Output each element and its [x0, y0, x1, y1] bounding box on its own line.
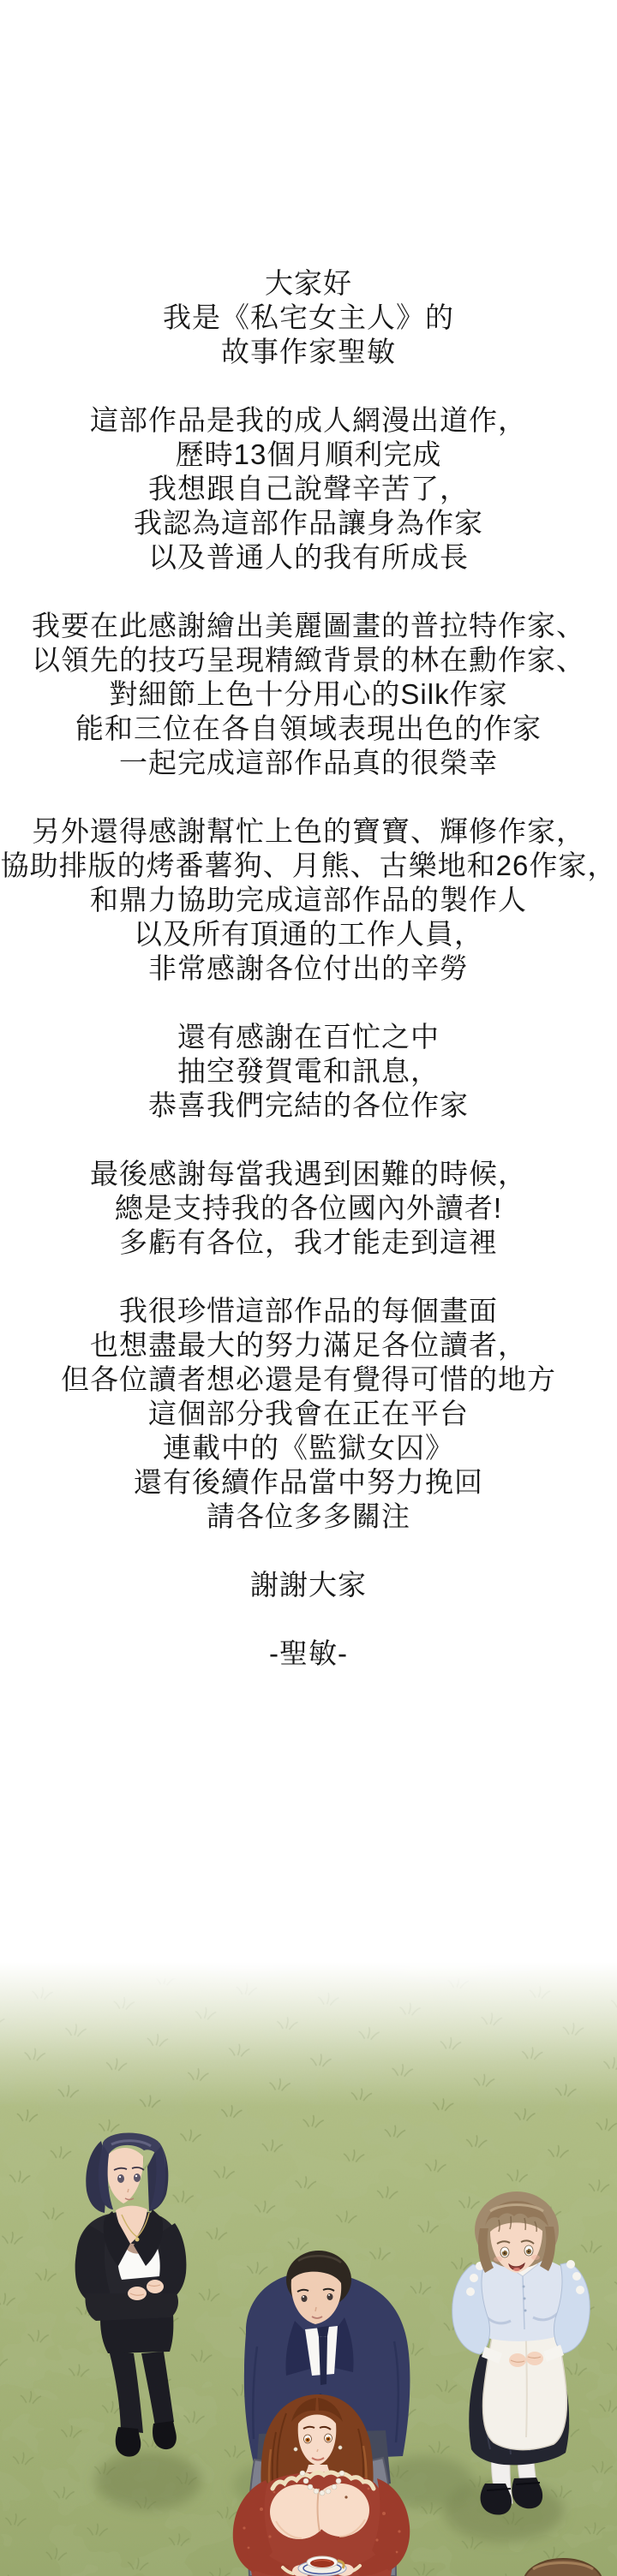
letter-line: 非常感謝各位付出的辛勞	[148, 952, 469, 984]
letter-line: 我要在此感謝繪出美麗圖畫的普拉特作家、	[32, 610, 585, 641]
white-fade	[0, 1884, 617, 2107]
letter-line: 連載中的《監獄女囚》	[163, 1432, 454, 1464]
letter-line: 還有後續作品當中努力挽回	[134, 1466, 483, 1498]
letter-paragraph	[0, 403, 617, 575]
letter-line: 請各位多多關注	[207, 1500, 410, 1532]
letter-line: 協助排版的烤番薯狗、月熊、古樂地和26作家，	[0, 850, 617, 881]
letter-paragraph	[0, 1294, 617, 1534]
letter-paragraph	[0, 1157, 617, 1260]
letter-closing	[0, 1568, 617, 1602]
letter-line: 另外還得感謝幫忙上色的寶寶、輝修作家，	[32, 815, 585, 847]
letter-line: 一起完成這部作品真的很榮幸	[119, 747, 498, 778]
letter-paragraph	[0, 266, 617, 369]
letter-line: 恭喜我們完結的各位作家	[148, 1089, 469, 1121]
letter-line: 我認為這部作品讓身為作家	[134, 507, 483, 539]
letter-line: 我想跟自己說聲辛苦了，	[148, 473, 469, 504]
letter-line: 以及普通人的我有所成長	[148, 541, 469, 573]
author-letter	[0, 266, 617, 1671]
letter-paragraph	[0, 1020, 617, 1123]
letter-line: 大家好	[265, 267, 352, 299]
letter-line: 這部作品是我的成人網漫出道作，	[90, 404, 527, 436]
letter-line: 多虧有各位，我才能走到這裡	[119, 1226, 498, 1258]
letter-line: 對細節上色十分用心的Silk作家	[109, 678, 508, 710]
letter-paragraph	[0, 609, 617, 780]
letter-line: 我是《私宅女主人》的	[163, 301, 454, 333]
letter-signature	[0, 1637, 617, 1671]
farewell-illustration	[0, 1884, 617, 2576]
letter-line: 以領先的技巧呈現精緻背景的林在勳作家、	[32, 644, 585, 676]
letter-line: 能和三位在各自領域表現出色的作家	[75, 713, 542, 744]
letter-line: 我很珍惜這部作品的每個畫面	[119, 1295, 498, 1327]
letter-line: 歷時13個月順利完成	[175, 438, 442, 470]
letter-line: 謝謝大家	[250, 1569, 367, 1601]
letter-line: -聖敏-	[269, 1637, 348, 1669]
letter-line: 以及所有頂通的工作人員，	[134, 918, 483, 950]
letter-line: 但各位讀者想必還是有覺得可惜的地方	[61, 1363, 556, 1395]
letter-line: 故事作家聖敏	[221, 336, 396, 367]
letter-line: 還有感謝在百忙之中	[177, 1021, 440, 1052]
illustration-svg	[0, 1884, 617, 2576]
letter-line: 最後感謝每當我遇到困難的時候，	[90, 1158, 527, 1190]
letter-line: 總是支持我的各位國內外讀者!	[114, 1192, 503, 1224]
letter-paragraph	[0, 814, 617, 986]
letter-line: 也想盡最大的努力滿足各位讀者，	[90, 1329, 527, 1361]
letter-line: 和鼎力協助完成這部作品的製作人	[90, 884, 527, 915]
letter-line: 抽空發賀電和訊息，	[177, 1055, 440, 1087]
letter-line: 這個部分我會在正在平台	[148, 1398, 469, 1429]
